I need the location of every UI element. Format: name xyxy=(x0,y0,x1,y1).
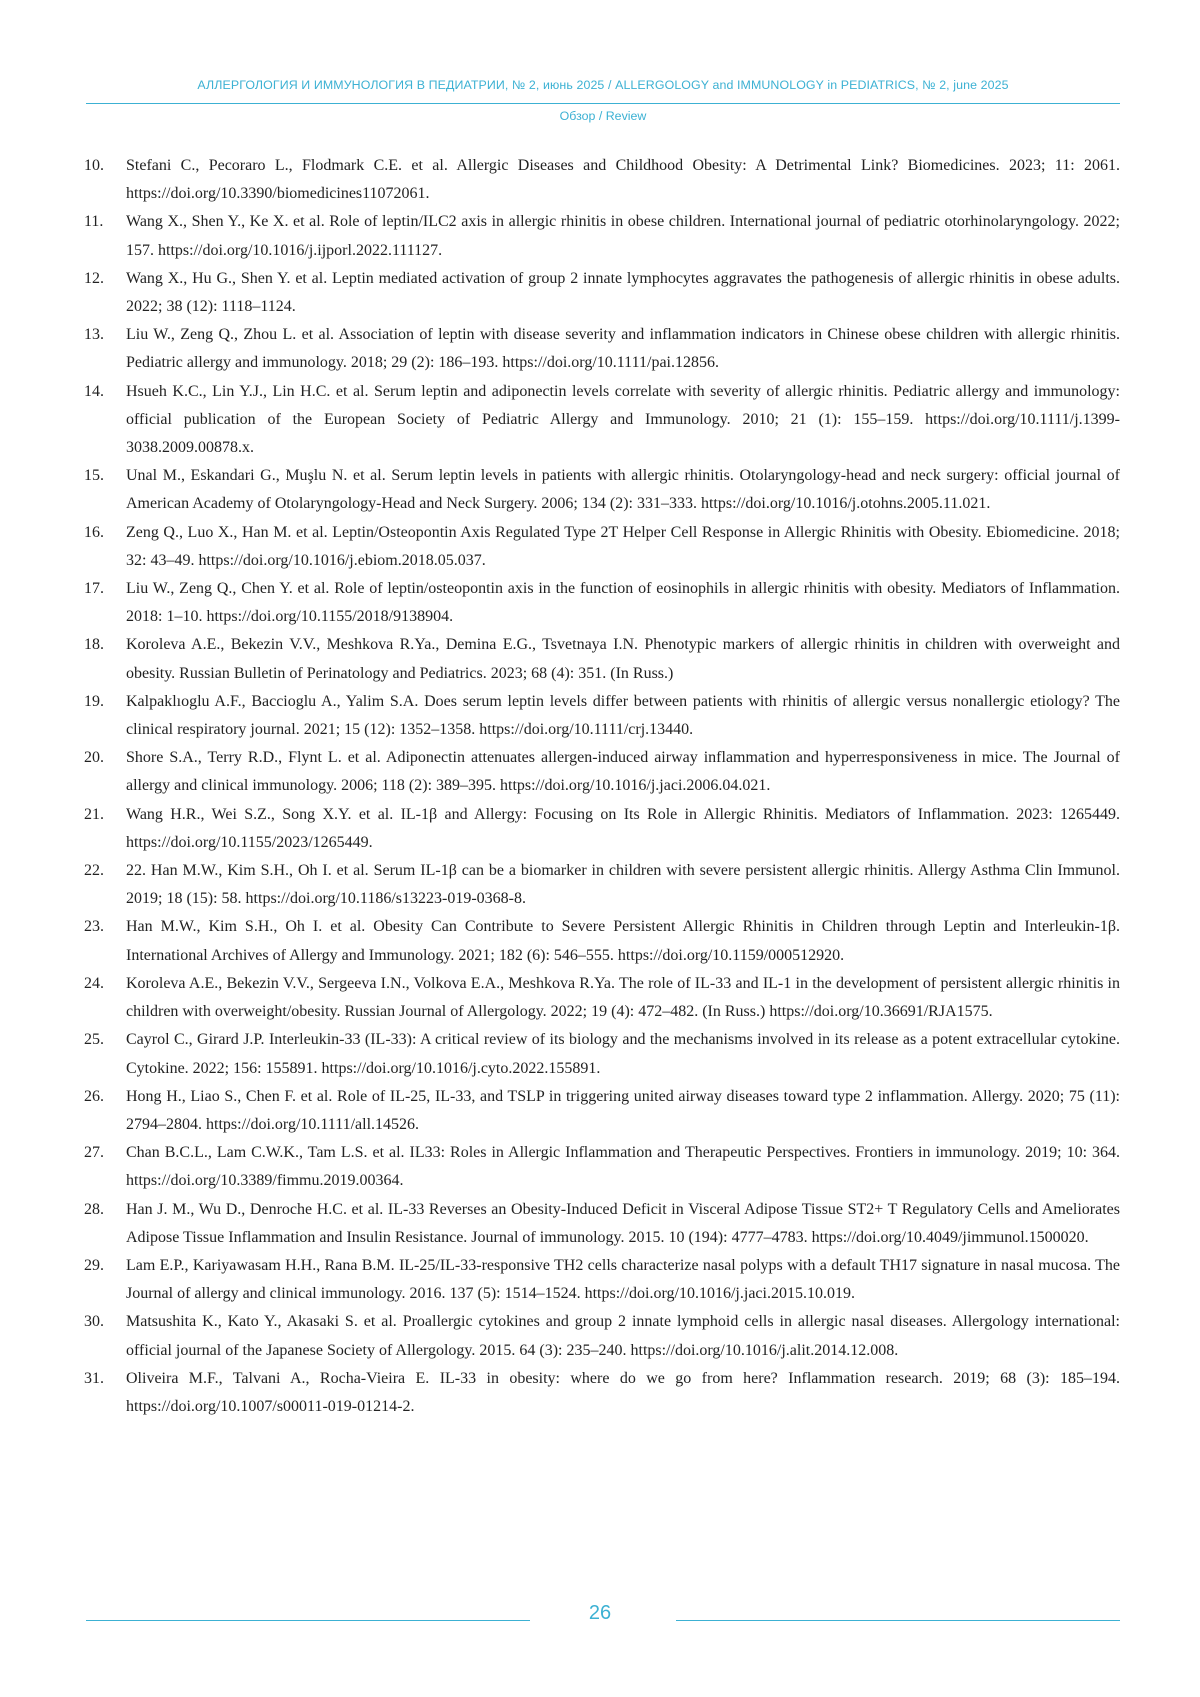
reference-number: 10. xyxy=(84,157,104,174)
header-rule xyxy=(86,103,1120,104)
reference-number: 21. xyxy=(84,805,104,823)
reference-text: Cayrol C., Girard J.P. Interleukin-33 (IL-33): A critical review of its biology and the mechanisms involved in its release as a potent extracellular cytokine. Cytokine. 2022; 156: 155891. https://doi.org/10.1016/j.cyto.2022.155891. xyxy=(126,1031,1120,1077)
reference-text: 22. Han M.W., Kim S.H., Oh I. et al. Serum IL-1β can be a biomarker in children with severe persistent allergic rhinitis. Allergy Asthma Clin Immunol. 2019; 18 (15): 58. https://doi.org/10.1186/s13223-019-0368-8. xyxy=(126,862,1120,908)
reference-text: Shore S.A., Terry R.D., Flynt L. et al. Adiponectin attenuates allergen-induced airway inflammation and hyperresponsiveness in mice. The Journal of allergy and clinical immunology. 2006; 118 (2): 389–395. https://doi.org/10.1016/j.jaci.2006.04.021. xyxy=(126,749,1120,795)
journal-title-en: ALLERGOLOGY and IMMUNOLOGY in PEDIATRICS, № 2, june 2025 xyxy=(615,78,1009,92)
reference-text: Stefani C., Pecoraro L., Flodmark C.E. et al. Allergic Diseases and Childhood Obesity: A Detrimental Link? Biomedicines. 2023; 11: 2061. https://doi.org/10.3390/biomedicines11072061. xyxy=(126,157,1120,203)
reference-item xyxy=(84,1365,1120,1421)
header-separator: / xyxy=(604,78,616,92)
reference-number: 23. xyxy=(84,918,104,936)
reference-text: Kalpaklıoglu A.F., Baccioglu A., Yalim S.A. Does serum leptin levels differ between patients with rhinitis of allergic versus nonallergic etiology? The clinical respiratory journal. 2021; 15 (12): 1352–1358. https://doi.org/10.1111/crj.13440. xyxy=(126,692,1120,739)
reference-item xyxy=(84,575,1120,631)
reference-item xyxy=(84,970,1120,1026)
reference-number: 30. xyxy=(84,1313,104,1331)
footer-rule-left xyxy=(86,1620,530,1621)
reference-text: Hong H., Liao S., Chen F. et al. Role of IL-25, IL-33, and TSLP in triggering united airway diseases toward type 2 inflammation. Allergy. 2020; 75 (11): 2794–2804. https://doi.org/10.1111/all.14526. xyxy=(126,1087,1120,1133)
reference-text: Liu W., Zeng Q., Zhou L. et al. Association of leptin with disease severity and inflammation indicators in Chinese obese children with allergic rhinitis. Pediatric allergy and immunology. 2018; 29 (2): 186–193. https://doi.org/10.1111/pai.12856. xyxy=(126,326,1120,372)
reference-text: Liu W., Zeng Q., Chen Y. et al. Role of leptin/osteopontin axis in the function of eosinophils in allergic rhinitis with obesity. Mediators of Inflammation. 2018: 1–10. https://doi.org/10.1155/2018/9138904. xyxy=(126,580,1120,626)
reference-item xyxy=(84,1026,1120,1082)
reference-number: 24. xyxy=(84,974,104,992)
reference-number: 28. xyxy=(84,1200,104,1218)
section-label xyxy=(86,109,1120,123)
reference-item xyxy=(84,378,1120,463)
reference-number: 29. xyxy=(84,1256,104,1274)
reference-number: 20. xyxy=(84,749,104,767)
reference-text: Chan B.C.L., Lam C.W.K., Tam L.S. et al. IL33: Roles in Allergic Inflammation and Therapeutic Perspectives. Frontiers in immunology. 2019; 10: 364. https://doi.org/10.3389/fimmu.2019.00364. xyxy=(126,1144,1120,1190)
reference-number: 16. xyxy=(84,523,104,541)
reference-text: Koroleva A.E., Bekezin V.V., Sergeeva I.N., Volkova E.A., Meshkova R.Ya. The role of IL-33 and IL-1 in the development of persistent allergic rhinitis in children with overweight/obesity. Russian Journal of Allergology. 2022; 19 (4): 472–482. (In Russ.) https://doi.org/10.36691/RJA1575. xyxy=(126,974,1120,1021)
section-separator: / xyxy=(595,109,606,123)
reference-number: 12. xyxy=(84,269,104,287)
reference-text: Wang X., Shen Y., Ke X. et al. Role of leptin/ILC2 axis in allergic rhinitis in obese children. International journal of pediatric otorhinolaryngology. 2022; 157. https://doi.org/10.1016/j.ijporl.2022.111127. xyxy=(126,213,1120,259)
reference-item xyxy=(84,801,1120,857)
reference-number: 22. xyxy=(84,862,104,880)
reference-text: Wang H.R., Wei S.Z., Song X.Y. et al. IL-1β and Allergy: Focusing on Its Role in Allergic Rhinitis. Mediators of Inflammation. 2023: 1265449. https://doi.org/10.1155/2023/1265449. xyxy=(126,805,1120,851)
reference-item xyxy=(84,519,1120,575)
reference-text: Wang X., Hu G., Shen Y. et al. Leptin mediated activation of group 2 innate lymphocytes aggravates the pathogenesis of allergic rhinitis in obese adults. 2022; 38 (12): 1118–1124. xyxy=(126,269,1120,316)
reference-number: 27. xyxy=(84,1144,104,1162)
reference-list xyxy=(84,152,1120,1421)
reference-number: 18. xyxy=(84,636,104,654)
reference-text: Matsushita K., Kato Y., Akasaki S. et al. Proallergic cytokines and group 2 innate lymphoid cells in allergic nasal diseases. Allergology international: official journal of the Japanese Society of Allergology. 2015. 64 (3): 235–240. https://doi.org/10.1016/j.alit.2014.12.008. xyxy=(126,1313,1120,1359)
reference-text: Han J. M., Wu D., Denroche H.C. et al. IL-33 Reverses an Obesity-Induced Deficit in Visceral Adipose Tissue ST2+ T Regulatory Cells and Ameliorates Adipose Tissue Inflammation and Insulin Resistance. Journal of immunology. 2015. 10 (194): 4777–4783. https://doi.org/10.4049/jimmunol.1500020. xyxy=(126,1200,1120,1246)
reference-text: Oliveira M.F., Talvani A., Rocha-Vieira E. IL-33 in obesity: where do we go from here? Inflammation research. 2019; 68 (3): 185–194. https://doi.org/10.1007/s00011-019-01214-2. xyxy=(126,1369,1120,1415)
reference-item xyxy=(84,1196,1120,1252)
reference-text: Lam E.P., Kariyawasam H.H., Rana B.M. IL-25/IL-33-responsive TH2 cells characterize nasal polyps with a default TH17 signature in nasal mucosa. The Journal of allergy and clinical immunology. 2016. 137 (5): 1514–1524. https://doi.org/10.1016/j.jaci.2015.10.019. xyxy=(126,1256,1120,1303)
reference-number: 17. xyxy=(84,580,104,598)
reference-text: Zeng Q., Luo X., Han M. et al. Leptin/Osteopontin Axis Regulated Type 2T Helper Cell Response in Allergic Rhinitis with Obesity. Ebiomedicine. 2018; 32: 43–49. https://doi.org/10.1016/j.ebiom.2018.05.037. xyxy=(126,523,1120,569)
reference-item xyxy=(84,462,1120,518)
reference-item xyxy=(84,265,1120,321)
reference-number: 25. xyxy=(84,1031,104,1049)
reference-item xyxy=(84,152,1120,208)
reference-item xyxy=(84,631,1120,687)
reference-item xyxy=(84,857,1120,913)
page-number: 26 xyxy=(588,1602,612,1624)
reference-item xyxy=(84,1308,1120,1364)
journal-title-ru: АЛЛЕРГОЛОГИЯ И ИММУНОЛОГИЯ В ПЕДИАТРИИ, № 2, июнь 2025 xyxy=(197,78,605,92)
reference-item xyxy=(84,1252,1120,1308)
reference-text: Koroleva A.E., Bekezin V.V., Meshkova R.Ya., Demina E.G., Tsvetnaya I.N. Phenotypic markers of allergic rhinitis in children with overweight and obesity. Russian Bulletin of Perinatology and Pediatrics. 2023; 68 (4): 351. (In Russ.) xyxy=(126,636,1120,682)
reference-number: 11. xyxy=(84,213,104,231)
reference-item xyxy=(84,913,1120,969)
reference-text: Hsueh K.C., Lin Y.J., Lin H.C. et al. Serum leptin and adiponectin levels correlate with severity of allergic rhinitis. Pediatric allergy and immunology: official publication of the European Society of Pediatric Allergy and Immunology. 2010; 21 (1): 155–159. https://doi.org/10.1111/j.1399-3038.2009.00878.x. xyxy=(126,382,1120,457)
reference-item xyxy=(84,1139,1120,1195)
reference-item xyxy=(84,208,1120,264)
reference-item xyxy=(84,321,1120,377)
section-label-ru: Обзор xyxy=(559,109,596,123)
running-header xyxy=(86,78,1120,92)
reference-item xyxy=(84,1083,1120,1139)
section-label-en: Review xyxy=(605,109,647,123)
footer-rule-right xyxy=(676,1620,1120,1621)
reference-text: Unal M., Eskandari G., Muşlu N. et al. Serum leptin levels in patients with allergic rhinitis. Otolaryngology-head and neck surgery: official journal of American Academy of Otolaryngology-Head and Neck Surgery. 2006; 134 (2): 331–333. https://doi.org/10.1016/j.otohns.2005.11.021. xyxy=(126,467,1120,513)
reference-item xyxy=(84,688,1120,744)
reference-text: Han M.W., Kim S.H., Oh I. et al. Obesity Can Contribute to Severe Persistent Allergic Rhinitis in Children through Leptin and Interleukin-1β. International Archives of Allergy and Immunology. 2021; 182 (6): 546–555. https://doi.org/10.1159/000512920. xyxy=(126,918,1120,964)
reference-number: 26. xyxy=(84,1087,104,1105)
reference-number: 15. xyxy=(84,467,104,485)
reference-number: 13. xyxy=(84,326,104,344)
reference-item xyxy=(84,744,1120,800)
reference-number: 19. xyxy=(84,692,104,710)
reference-number: 14. xyxy=(84,382,104,400)
reference-number: 31. xyxy=(84,1369,104,1387)
